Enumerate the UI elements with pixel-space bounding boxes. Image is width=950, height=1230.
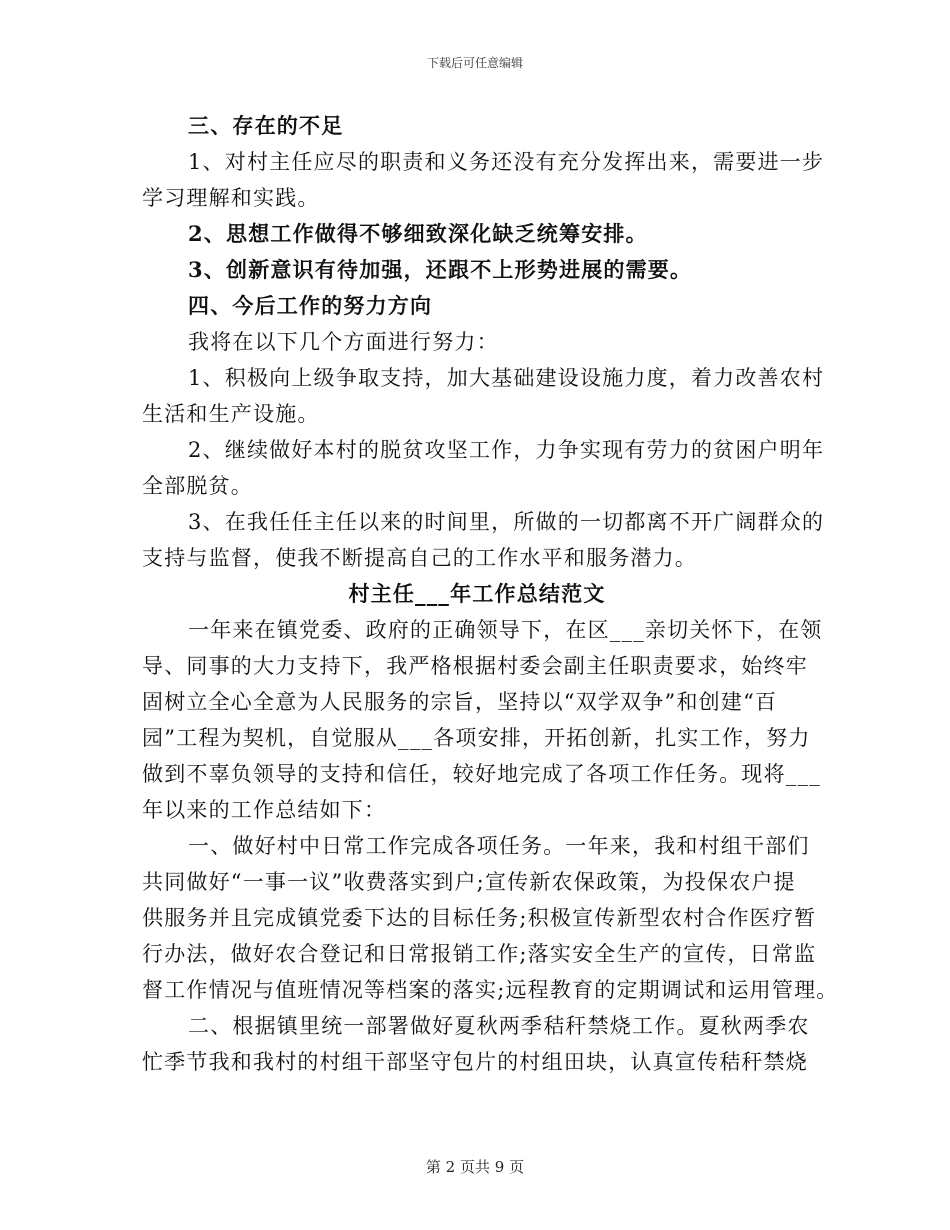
text-line: 做到不辜负领导的支持和信任，较好地完成了各项工作任务。现将___ [142,762,821,786]
text-line: 二、根据镇里统一部署做好夏秋两季秸秆禁烧工作。夏秋两季农 [188,1014,810,1038]
text-line: 督工作情况与值班情况等档案的落实;远程教育的定期调试和运用管理。 [142,978,839,1002]
text-line: 2、继续做好本村的脱贫攻坚工作，力争实现有劳力的贫困户明年 [188,438,825,462]
text-line: 共同做好“一事一议”收费落实到户;宣传新农保政策，为投保农户提 [142,870,796,894]
text-line: 1、对村主任应尽的职责和义务还没有充分发挥出来，需要进一步 [188,150,825,174]
text-line: 园”工程为契机，自觉服从___各项安排，开拓创新，扎实工作，努力 [142,726,811,750]
text-line: 1、积极向上级争取支持，加大基础建设设施力度，着力改善农村 [188,366,825,390]
text-line: 全部脱贫。 [142,474,253,498]
text-line: 村主任___年工作总结范文 [348,581,606,606]
text-line: 供服务并且完成镇党委下达的目标任务;积极宣传新型农村合作医疗暂 [142,906,817,930]
document-body [142,108,839,1080]
text-line: 导、同事的大力支持下，我严格根据村委会副主任职责要求，始终牢 [142,654,808,678]
text-line: 支持与监督，使我不断提高自己的工作水平和服务潜力。 [142,546,697,570]
text-line: 3、创新意识有待加强，还跟不上形势进展的需要。 [188,257,693,282]
text-line: 年以来的工作总结如下： [142,798,387,822]
text-line: 行办法，做好农合登记和日常报销工作;落实安全生产的宣传，日常监 [142,942,817,966]
text-line: 2、思想工作做得不够细致深化缺乏统筹安排。 [188,221,648,246]
text-line: 三、存在的不足 [188,113,344,138]
text-line: 学习理解和实践。 [142,186,320,210]
text-line: 一、做好村中日常工作完成各项任务。一年来，我和村组干部们 [188,834,810,858]
page-header: 下载后可任意编辑 [426,56,523,70]
text-line: 一年来在镇党委、政府的正确领导下，在区___亲切关怀下，在领 [188,618,823,642]
text-line: 四、今后工作的努力方向 [188,293,433,318]
text-line: 生活和生产设施。 [142,402,320,426]
text-line: 忙季节我和我村的村组干部坚守包片的村组田块，认真宣传秸秆禁烧 [142,1050,808,1074]
text-line: 固树立全心全意为人民服务的宗旨，坚持以“双学双争”和创建“百 [142,690,778,714]
page-footer: 第 2 页共 9 页 [425,1158,525,1176]
text-line: 3、在我任任主任以来的时间里，所做的一切都离不开广阔群众的 [188,510,825,534]
text-line: 我将在以下几个方面进行努力： [188,330,499,354]
